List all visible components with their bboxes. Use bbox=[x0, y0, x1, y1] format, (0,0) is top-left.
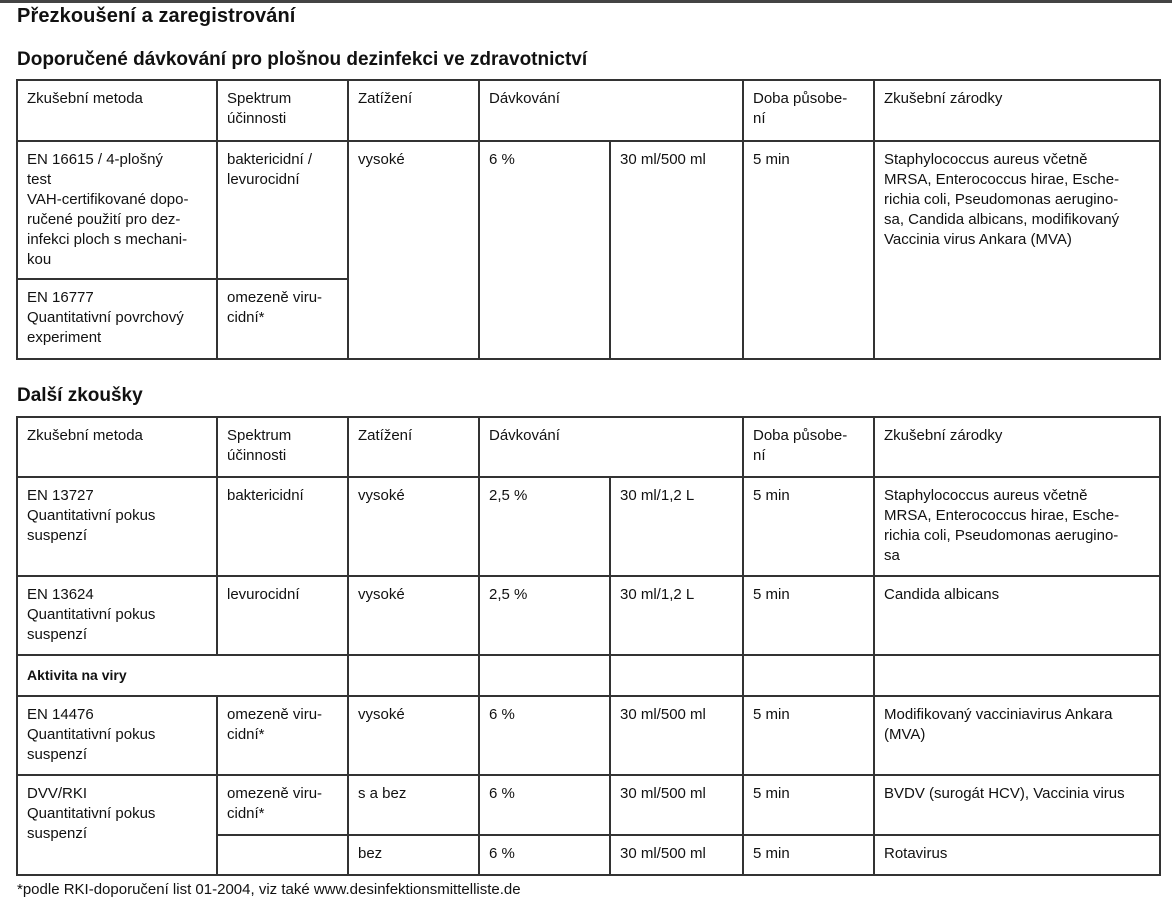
recommended-dosage-table bbox=[16, 79, 1161, 360]
cell-spectrum: levurocidní bbox=[217, 576, 348, 655]
cell-amount: 30 ml/500 ml bbox=[610, 775, 743, 835]
footnote: *podle RKI-doporučení list 01-2004, viz také www.desinfektionsmittelliste.de bbox=[17, 881, 521, 898]
cell-percent: 6 % bbox=[479, 696, 610, 775]
cell-spectrum: baktericidní / levurocidní bbox=[217, 141, 348, 279]
cell-percent: 6 % bbox=[479, 775, 610, 835]
table-header-row bbox=[17, 417, 1160, 477]
table-row bbox=[17, 141, 1160, 279]
cell-spectrum-empty bbox=[217, 835, 348, 875]
cell-time: 5 min bbox=[743, 696, 874, 775]
cell-spectrum: baktericidní bbox=[217, 477, 348, 576]
section2-title: Další zkoušky bbox=[17, 385, 143, 406]
header-spectrum: Spektrum účinnosti bbox=[217, 80, 348, 141]
cell-load: s a bez bbox=[348, 775, 479, 835]
cell-percent: 6 % bbox=[479, 141, 610, 359]
cell-amount: 30 ml/1,2 L bbox=[610, 477, 743, 576]
cell-method: EN 14476 Quantitativní pokus suspenzí bbox=[17, 696, 217, 775]
cell-amount: 30 ml/1,2 L bbox=[610, 576, 743, 655]
table-header-row bbox=[17, 80, 1160, 141]
header-organisms: Zkušební zárodky bbox=[874, 80, 1160, 141]
other-tests-table bbox=[16, 416, 1161, 876]
virus-activity-row bbox=[17, 655, 1160, 696]
cell-time: 5 min bbox=[743, 835, 874, 875]
cell-amount: 30 ml/500 ml bbox=[610, 141, 743, 359]
cell-organisms: Rotavirus bbox=[874, 835, 1160, 875]
cell-organisms: Modifikovaný vacciniavirus Ankara (MVA) bbox=[874, 696, 1160, 775]
cell-load: vysoké bbox=[348, 141, 479, 359]
header-load: Zatížení bbox=[348, 417, 479, 477]
cell-time: 5 min bbox=[743, 576, 874, 655]
header-organisms: Zkušební zárodky bbox=[874, 417, 1160, 477]
cell-percent: 2,5 % bbox=[479, 477, 610, 576]
cell-percent: 2,5 % bbox=[479, 576, 610, 655]
cell-organisms: Staphylococcus aureus včetně MRSA, Enterococcus hirae, Esche- richia coli, Pseudomonas aerugino- sa bbox=[874, 477, 1160, 576]
cell-spectrum: omezeně viru- cidní* bbox=[217, 775, 348, 835]
top-rule bbox=[0, 0, 1172, 3]
header-dosage: Dávkování bbox=[479, 417, 743, 477]
cell-method: EN 16777 Quantitativní povrchový experiment bbox=[17, 279, 217, 359]
section1-title: Doporučené dávkování pro plošnou dezinfekci ve zdravotnictví bbox=[17, 49, 588, 70]
cell-time: 5 min bbox=[743, 141, 874, 359]
cell-method: EN 13624 Quantitativní pokus suspenzí bbox=[17, 576, 217, 655]
cell-percent: 6 % bbox=[479, 835, 610, 875]
header-method: Zkušební metoda bbox=[17, 80, 217, 141]
cell-load: vysoké bbox=[348, 696, 479, 775]
table-row bbox=[17, 775, 1160, 835]
header-spectrum: Spektrum účinnosti bbox=[217, 417, 348, 477]
cell-method: DVV/RKI Quantitativní pokus suspenzí bbox=[17, 775, 217, 875]
header-load: Zatížení bbox=[348, 80, 479, 141]
cell-load: vysoké bbox=[348, 477, 479, 576]
table-row bbox=[17, 576, 1160, 655]
table-row bbox=[17, 696, 1160, 775]
header-time: Doba působe- ní bbox=[743, 417, 874, 477]
cell-organisms: Candida albicans bbox=[874, 576, 1160, 655]
cell-method: EN 13727 Quantitativní pokus suspenzí bbox=[17, 477, 217, 576]
cell-organisms: Staphylococcus aureus včetně MRSA, Enterococcus hirae, Esche- richia coli, Pseudomonas aerugino- sa, Candida albicans, modifikovaný Vaccinia virus Ankara (MVA) bbox=[874, 141, 1160, 359]
cell-amount: 30 ml/500 ml bbox=[610, 696, 743, 775]
cell-method: EN 16615 / 4-plošný test VAH-certifikované dopo- ručené použití pro dez- infekci ploch s mechani- kou bbox=[17, 141, 217, 279]
cell-load: bez bbox=[348, 835, 479, 875]
virus-activity-label: Aktivita na viry bbox=[17, 655, 348, 696]
header-method: Zkušební metoda bbox=[17, 417, 217, 477]
page-title: Přezkoušení a zaregistrování bbox=[17, 5, 296, 27]
cell-spectrum: omezeně viru- cidní* bbox=[217, 279, 348, 359]
cell-load: vysoké bbox=[348, 576, 479, 655]
table-row bbox=[17, 477, 1160, 576]
header-dosage: Dávkování bbox=[479, 80, 743, 141]
cell-organisms: BVDV (surogát HCV), Vaccinia virus bbox=[874, 775, 1160, 835]
cell-time: 5 min bbox=[743, 775, 874, 835]
header-time: Doba působe- ní bbox=[743, 80, 874, 141]
cell-amount: 30 ml/500 ml bbox=[610, 835, 743, 875]
cell-spectrum: omezeně viru- cidní* bbox=[217, 696, 348, 775]
cell-time: 5 min bbox=[743, 477, 874, 576]
